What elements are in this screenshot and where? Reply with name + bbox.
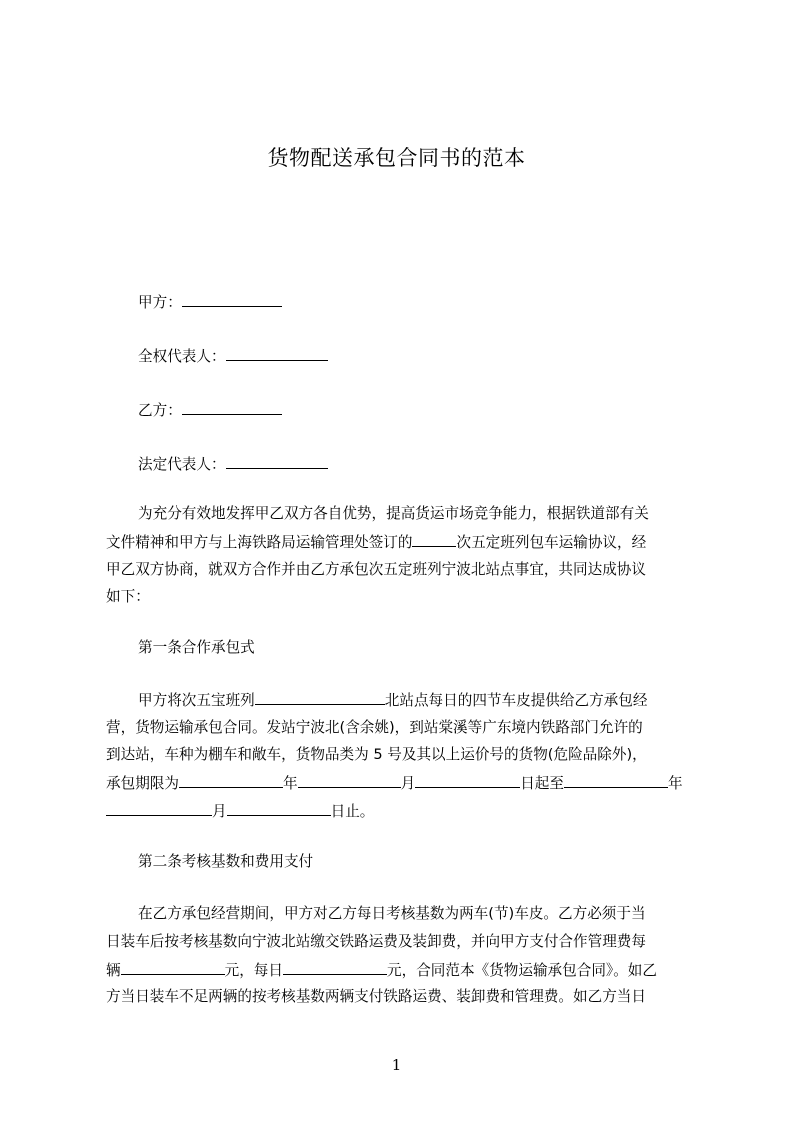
page-number: 1 (391, 1056, 402, 1074)
legal-rep-field (138, 454, 328, 475)
document-title: 货物配送承包合同书的范本 (267, 146, 526, 170)
article-1-line-1-end: 北站点每日的四节车皮提供给乙方承包经 (384, 692, 648, 709)
end-month-label: 月 (212, 803, 227, 820)
article-1-line-1 (138, 690, 647, 711)
per-vehicle-fee-blank (121, 960, 225, 975)
start-month-blank (298, 773, 401, 788)
end-day-label: 日止。 (330, 803, 375, 820)
article-1-line-4 (106, 773, 683, 794)
party-a-blank (182, 292, 282, 307)
article-1-line-1-start: 甲方将次五宝班列 (138, 692, 255, 709)
year-label: 年 (282, 775, 298, 792)
legal-rep-label: 法定代表人： (138, 456, 226, 473)
article-1-heading: 第一条合作承包式 (138, 639, 255, 656)
daily-fee-blank (283, 960, 387, 975)
intro-blank (412, 532, 456, 547)
article-2-line-3 (106, 960, 657, 981)
intro-line-4: 如下： (106, 588, 150, 605)
end-year-blank (564, 773, 668, 788)
train-blank (255, 690, 385, 705)
start-day-blank (415, 773, 520, 788)
start-day-label: 日起至 (520, 775, 564, 792)
party-a-label: 甲方： (138, 294, 182, 311)
article-1-line-5 (106, 801, 374, 822)
article-2-line-2: 日装车后按考核基数向宁波北站缴交铁路运费及装卸费，并向甲方支付合作管理费每 (106, 933, 646, 950)
end-day-blank (227, 801, 331, 816)
party-a-field (138, 292, 282, 313)
party-b-label: 乙方： (138, 402, 182, 419)
intro-line-3: 甲乙双方协商，就双方合作并由乙方承包次五定班列宁波北站点事宜，共同达成协议 (106, 561, 646, 578)
intro-line-1: 为充分有效地发挥甲乙双方各自优势，提高货运市场竞争能力，根据铁道部有关 (138, 505, 649, 522)
authorized-rep-blank (226, 346, 328, 361)
end-year-label: 年 (668, 775, 683, 792)
article-1-line-3: 到达站，车种为棚车和敞车，货物品类为 5 号及其以上运价号的货物(危险品除外)， (106, 746, 647, 763)
intro-line-2-end: 次五定班列包车运输协议，经 (456, 534, 647, 551)
article-2-heading: 第二条考核基数和费用支付 (138, 853, 314, 870)
daily-label: 元，每日 (224, 962, 283, 979)
party-b-blank (182, 400, 282, 415)
party-b-field (138, 400, 282, 421)
month-label: 月 (400, 775, 416, 792)
article-2-line-3-end: 元，合同范本《货物运输承包合同》。如乙 (387, 962, 657, 979)
intro-line-2-start: 文件精神和甲方与上海铁路局运输管理处签订的 (106, 534, 413, 551)
intro-line-2 (106, 532, 646, 553)
start-year-blank (179, 773, 283, 788)
legal-rep-blank (226, 454, 328, 469)
term-label: 承包期限为 (106, 775, 179, 792)
end-month-blank (106, 801, 212, 816)
vehicle-label: 辆 (106, 962, 121, 979)
authorized-rep-field (138, 346, 328, 367)
article-1-line-2: 营，货物运输承包合同。发站宁波北(含余姚)，到站棠溪等广东境内铁路部门允许的 (106, 719, 643, 736)
article-2-line-4: 方当日装车不足两辆的按考核基数两辆支付铁路运费、装卸费和管理费。如乙方当日 (106, 988, 646, 1005)
article-2-line-1: 在乙方承包经营期间，甲方对乙方每日考核基数为两车(节)车皮。乙方必须于当 (138, 905, 646, 922)
authorized-rep-label: 全权代表人： (138, 348, 226, 365)
